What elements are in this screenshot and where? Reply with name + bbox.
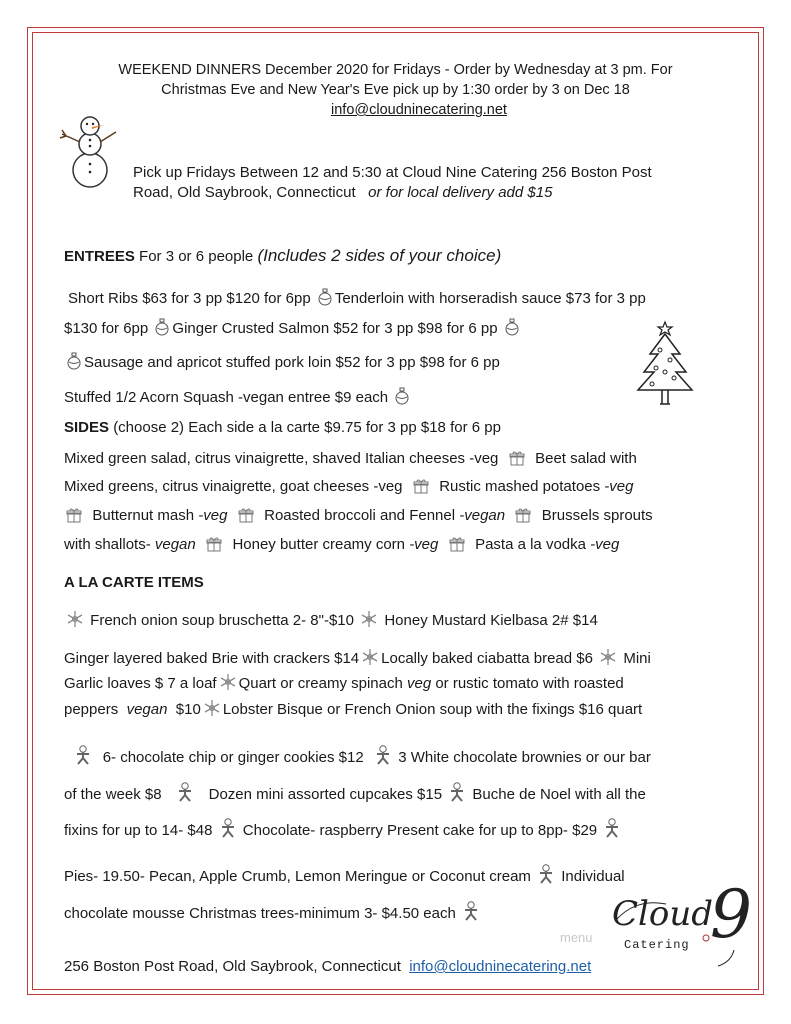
item-cupcakes: Dozen mini assorted cupcakes $15 <box>208 786 443 803</box>
logo-word: Cloud <box>612 894 714 934</box>
snowflake-icon <box>599 648 617 666</box>
side-creamy-corn: Honey butter creamy corn <box>232 536 406 553</box>
header-email[interactable]: info@cloudninecatering.net <box>331 102 507 118</box>
gingerbread-icon <box>74 745 92 765</box>
item-tomato: or rustic tomato with roasted <box>435 675 624 692</box>
side-mixed-green-salad: Mixed green salad, citrus vinaigrette, shaved Italian cheeses -veg <box>64 450 499 467</box>
christmas-tree-icon <box>636 320 694 408</box>
gingerbread-icon <box>374 745 392 765</box>
item-mousse-trees: chocolate mousse Christmas trees-minimum 3- $4.50 each <box>64 905 456 922</box>
alacarte-row-5 <box>64 745 651 767</box>
item-present-cake: Chocolate- raspberry Present cake for up to 8pp- $29 <box>242 822 598 839</box>
side-butternut-mash: Butternut mash <box>92 507 195 524</box>
entrees-heading: ENTREES <box>64 248 135 265</box>
entrees-heading-line <box>64 247 501 266</box>
watermark: menu <box>560 930 593 945</box>
ornament-icon <box>504 318 520 336</box>
side-brussels-tag: vegan <box>154 536 196 553</box>
entree-salmon: Ginger Crusted Salmon $52 for 3 pp $98 for 6 pp <box>172 320 498 337</box>
side-beet-salad: Beet salad with <box>535 450 637 467</box>
cloud-nine-logo <box>606 876 756 975</box>
entrees-row-4 <box>64 387 412 407</box>
ornament-icon <box>66 352 82 370</box>
pickup-line-2 <box>133 184 552 202</box>
item-spinach-tag: veg <box>406 675 432 692</box>
item-garlic-loaves: Garlic loaves $ 7 a loaf <box>64 675 217 692</box>
sides-line-4 <box>64 536 619 554</box>
item-peppers-tag: vegan <box>126 701 168 718</box>
ornament-icon <box>394 387 410 405</box>
sides-line-3 <box>64 507 653 525</box>
side-mashed-potatoes: Rustic mashed potatoes <box>439 478 601 495</box>
snowflake-icon <box>360 610 378 628</box>
gingerbread-icon <box>603 818 621 838</box>
alacarte-row-9 <box>64 901 482 923</box>
snowflake-icon <box>219 673 237 691</box>
entree-acorn-squash: Stuffed 1/2 Acorn Squash -vegan entree $9 each <box>64 389 389 406</box>
sides-heading-line <box>64 419 501 437</box>
gift-icon <box>515 507 531 523</box>
snowflake-icon <box>66 610 84 628</box>
item-pies: Pies- 19.50- Pecan, Apple Crumb, Lemon Meringue or Coconut cream <box>64 868 531 885</box>
gingerbread-icon <box>176 782 194 802</box>
item-buche-fixins: fixins for up to 14- $48 <box>64 822 213 839</box>
pickup-address: Road, Old Saybrook, Connecticut <box>133 184 356 201</box>
gift-icon <box>238 507 254 523</box>
alacarte-row-1 <box>64 610 598 630</box>
item-mini-garlic: Mini <box>623 650 651 667</box>
logo-sub: Catering <box>624 938 690 952</box>
side-beet-salad-desc: Mixed greens, citrus vinaigrette, goat cheeses -veg <box>64 478 403 495</box>
ornament-icon <box>154 318 170 336</box>
side-brussels-desc: with shallots- <box>64 536 151 553</box>
item-bruschetta: French onion soup bruschetta 2- 8"-$10 <box>90 612 354 629</box>
header-email-link[interactable] <box>331 101 507 119</box>
item-ciabatta: Locally baked ciabatta bread $6 <box>381 650 593 667</box>
pickup-delivery: or for local delivery add $15 <box>368 184 553 201</box>
item-spinach-quart: Quart or creamy spinach <box>238 675 403 692</box>
side-broccoli-fennel: Roasted broccoli and Fennel <box>264 507 456 524</box>
logo-numeral: 9 <box>710 876 752 953</box>
alacarte-row-3 <box>64 673 624 693</box>
ornament-icon <box>317 288 333 306</box>
entrees-subheading: For 3 or 6 people <box>139 248 254 265</box>
alacarte-row-4 <box>64 699 642 719</box>
gingerbread-icon <box>219 818 237 838</box>
sides-subheading: (choose 2) Each side a la carte $9.75 for 3 pp $18 for 6 pp <box>113 419 501 436</box>
sides-line-2 <box>64 478 633 496</box>
side-mashed-potatoes-tag: -veg <box>604 478 634 495</box>
snowflake-icon <box>203 699 221 717</box>
sides-heading: SIDES <box>64 419 110 436</box>
pickup-line-1: Pick up Fridays Between 12 and 5:30 at Cloud Nine Catering 256 Boston Post <box>133 164 652 181</box>
gift-icon <box>66 507 82 523</box>
item-bar-of-week: of the week $8 <box>64 786 162 803</box>
item-peppers: peppers <box>64 701 119 718</box>
item-kielbasa: Honey Mustard Kielbasa 2# $14 <box>384 612 598 629</box>
snowman-icon <box>52 112 122 192</box>
footer-address: 256 Boston Post Road, Old Saybrook, Connecticut <box>64 958 401 975</box>
entrees-note: (Includes 2 sides of your choice) <box>257 246 502 265</box>
entree-tenderloin: Tenderloin with horseradish sauce $73 for 3 pp <box>334 290 646 307</box>
item-cookies: 6- chocolate chip or ginger cookies $12 <box>102 749 364 766</box>
sides-line-1 <box>64 450 637 468</box>
item-baked-brie: Ginger layered baked Brie with crackers $14 <box>64 650 360 667</box>
alacarte-row-2 <box>64 648 651 668</box>
entree-pork-loin: Sausage and apricot stuffed pork loin $52 for 3 pp $98 for 6 pp <box>84 354 500 371</box>
side-butternut-tag: -veg <box>198 507 228 524</box>
alacarte-row-8 <box>64 864 625 886</box>
item-brownies: 3 White chocolate brownies or our bar <box>398 749 651 766</box>
side-pasta-vodka: Pasta a la vodka <box>475 536 586 553</box>
entree-tenderloin-6pp: $130 for 6pp <box>64 320 149 337</box>
entrees-row-1 <box>68 288 646 308</box>
item-individual: Individual <box>561 868 625 885</box>
footer-line <box>64 958 591 976</box>
item-peppers-price: $10 <box>175 701 201 718</box>
side-corn-tag: -veg <box>409 536 439 553</box>
entrees-row-2 <box>64 318 522 338</box>
gift-icon <box>509 450 525 466</box>
item-lobster-bisque: Lobster Bisque or French Onion soup with the fixings $16 quart <box>222 701 643 718</box>
side-broccoli-tag: -vegan <box>459 507 506 524</box>
header-line-1: WEEKEND DINNERS December 2020 for Fridays - Order by Wednesday at 3 pm. For <box>118 62 673 78</box>
alacarte-row-7 <box>64 818 623 840</box>
header-line-2: Christmas Eve and New Year's Eve pick up by 1:30 order by 3 on Dec 18 <box>161 82 630 98</box>
gingerbread-icon <box>448 782 466 802</box>
item-buche-de-noel: Buche de Noel with all the <box>472 786 646 803</box>
side-brussels-sprouts: Brussels sprouts <box>541 507 653 524</box>
footer-email[interactable]: info@cloudninecatering.net <box>409 958 592 975</box>
snowflake-icon <box>361 648 379 666</box>
gingerbread-icon <box>462 901 480 921</box>
gift-icon <box>206 536 222 552</box>
gingerbread-icon <box>537 864 555 884</box>
alacarte-row-6 <box>64 782 646 804</box>
entree-short-ribs: Short Ribs $63 for 3 pp $120 for 6pp <box>68 290 311 307</box>
entrees-row-3 <box>64 352 500 372</box>
gift-icon <box>449 536 465 552</box>
side-pasta-tag: -veg <box>590 536 620 553</box>
gift-icon <box>413 478 429 494</box>
alacarte-heading: A LA CARTE ITEMS <box>64 574 204 591</box>
